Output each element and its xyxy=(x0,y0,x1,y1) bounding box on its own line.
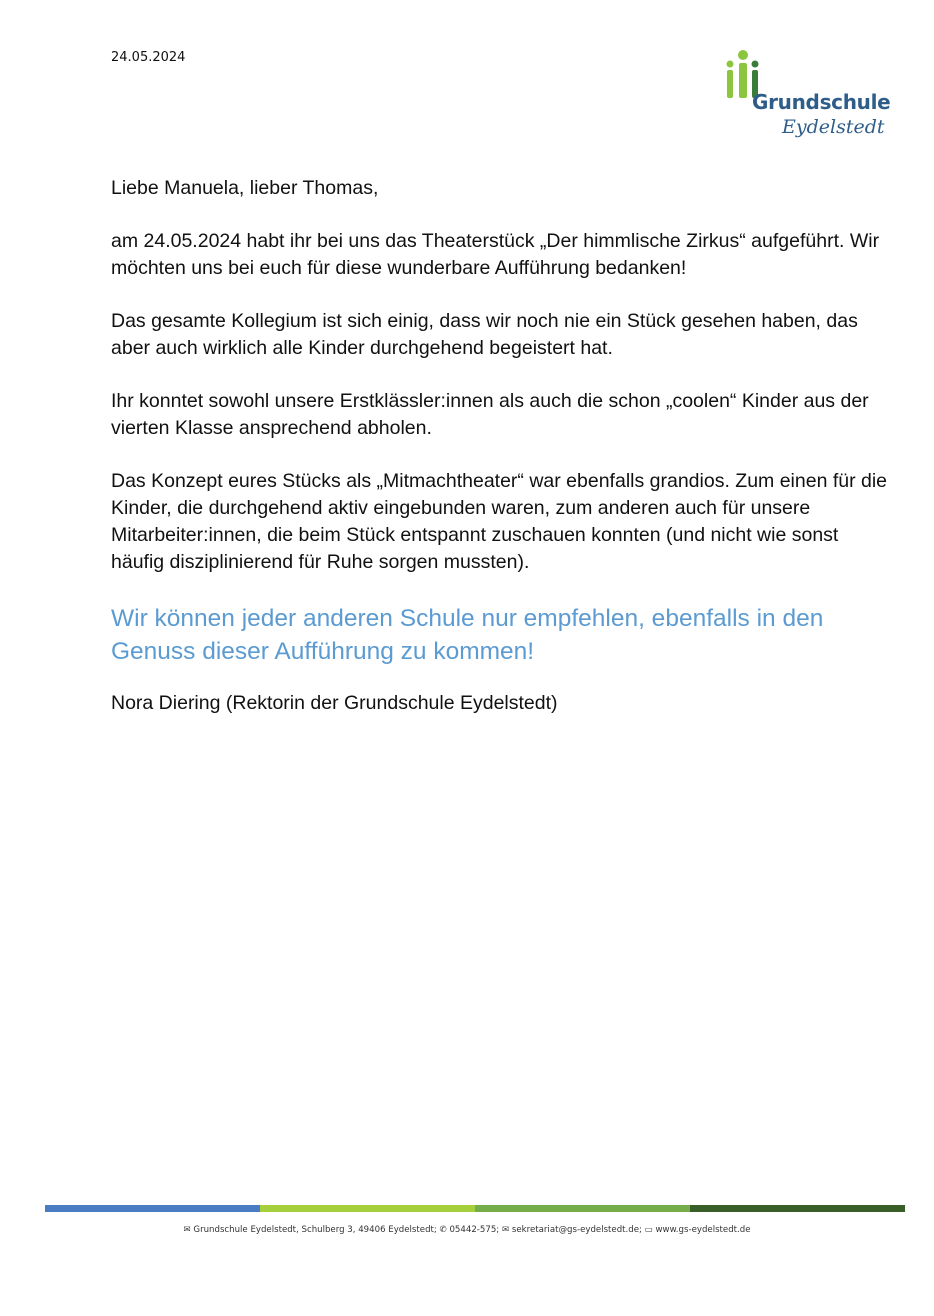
school-logo xyxy=(722,46,892,146)
footer-address: Grundschule Eydelstedt, Schulberg 3, 49406 Eydelstedt; xyxy=(193,1225,437,1235)
signature: Nora Diering (Rektorin der Grundschule Eydelstedt) xyxy=(111,692,558,714)
paragraph: Das Konzept eures Stücks als „Mitmachtheater“ war ebenfalls grandios. Zum einen für die Kinder, die durchgehend aktiv eingebunden waren, zum anderen auch für unsere Mitarbeiter:innen, die beim Stück entspannt zuschauen konnten (und nicht wie sonst häufig disziplinierend für Ruhe sorgen mussten). xyxy=(111,470,888,573)
paragraph: am 24.05.2024 habt ihr bei uns das Theaterstück „Der himmlische Zirkus“ aufgeführt. Wir möchten uns bei euch für diese wunderbare Aufführung bedanken! xyxy=(111,230,880,279)
computer-icon: ▭ xyxy=(644,1225,653,1235)
footer-email: sekretariat@gs-eydelstedt.de; xyxy=(511,1225,642,1235)
paragraph: Ihr konntet sowohl unsere Erstklässler:innen als auch die schon „coolen“ Kinder aus der vierten Klasse ansprechend abholen. xyxy=(111,390,869,439)
greeting: Liebe Manuela, lieber Thomas, xyxy=(111,177,379,199)
phone-icon: ✆ xyxy=(439,1225,447,1235)
rule-segment-blue xyxy=(45,1205,260,1212)
rule-segment-light-green xyxy=(260,1205,475,1212)
footer xyxy=(0,1225,934,1235)
footer-phone: 05442-575; xyxy=(449,1225,500,1235)
paragraph: Das gesamte Kollegium ist sich einig, dass wir noch nie ein Stück gesehen haben, das aber auch wirklich alle Kinder durchgehend begeistert hat. xyxy=(111,310,858,359)
footer-web: www.gs-eydelstedt.de xyxy=(655,1225,751,1235)
rule-segment-dark-green xyxy=(690,1205,905,1212)
letter-body xyxy=(111,175,891,743)
rule-segment-green xyxy=(475,1205,690,1212)
recommendation-highlight: Wir können jeder anderen Schule nur empfehlen, ebenfalls in den Genuss dieser Aufführung zu kommen! xyxy=(111,605,824,665)
envelope-icon: ✉ xyxy=(183,1225,191,1235)
logo-place-name: Eydelstedt xyxy=(782,116,885,138)
letter-date: 24.05.2024 xyxy=(111,50,186,65)
logo-school-name: Grundschule xyxy=(752,90,891,114)
mail-icon: ✉ xyxy=(501,1225,510,1235)
footer-color-rule xyxy=(45,1205,905,1212)
